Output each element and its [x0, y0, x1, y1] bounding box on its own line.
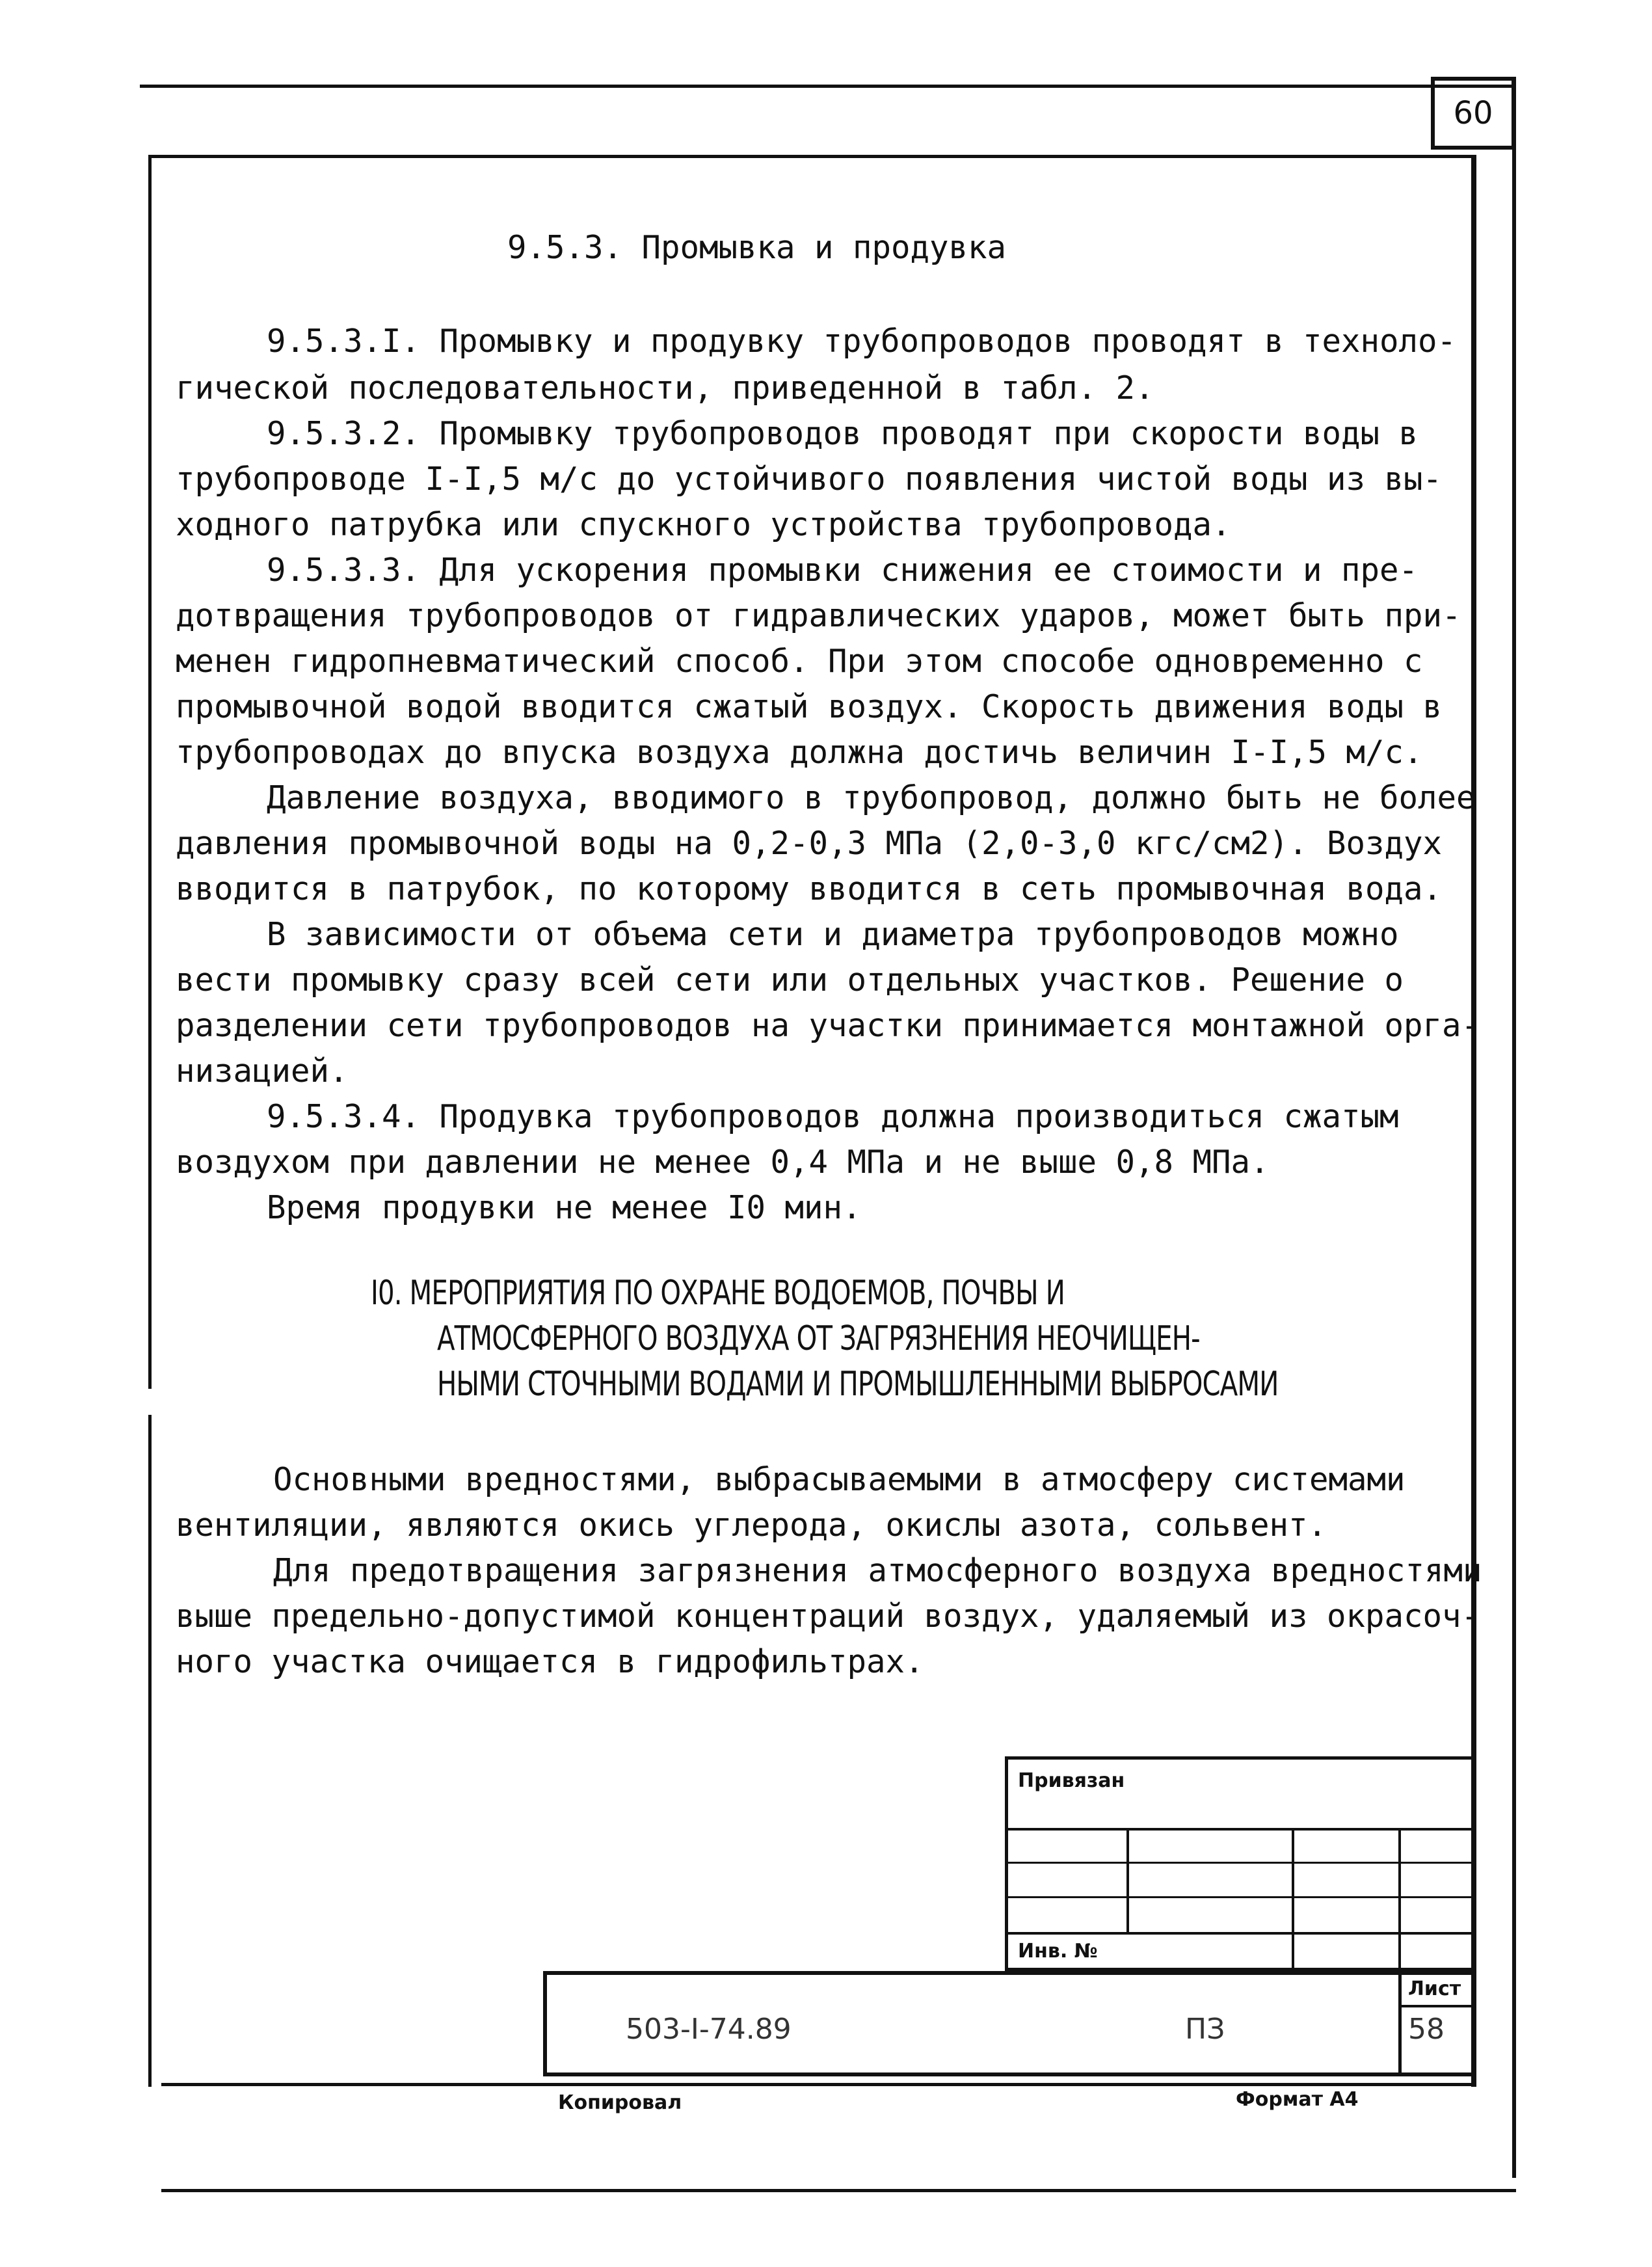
sheet-label: Лист	[1408, 1978, 1461, 2000]
sheet-number: 58	[1408, 2013, 1445, 2046]
bottom-rule	[161, 2189, 1516, 2192]
body-line: трубопроводе I-I,5 м/с до устойчивого появления чистой воды из вы-	[176, 461, 1443, 498]
section-title: 9.5.3. Промывка и продувка	[507, 229, 1007, 266]
body-line: разделении сети трубопроводов на участки принимается монтажной орга-	[176, 1007, 1481, 1044]
body-line: давления промывочной воды на 0,2-0,3 МПа (2,0-3,0 кгс/см2). Воздух	[176, 825, 1443, 862]
frame-gap	[147, 1389, 153, 1415]
body-line: вести промывку сразу всей сети или отдельных участков. Решение о	[176, 961, 1404, 999]
privyazan-label: Привязан	[1018, 1769, 1125, 1792]
body-line: 9.5.3.4. Продувка трубопроводов должна производиться сжатым	[267, 1098, 1399, 1135]
body-line: ходного патрубка или спускного устройства трубопровода.	[176, 506, 1231, 543]
footer-rule	[161, 2083, 1476, 2086]
body-line: В зависимости от объема сети и диаметра трубопроводов можно	[267, 916, 1399, 953]
body2-line: выше предельно-допустимой концентраций воздух, удаляемый из окрасоч-	[176, 1598, 1481, 1635]
stamp-vline	[1126, 1829, 1129, 1933]
body2-line: вентиляции, являются окись углерода, окислы азота, сольвент.	[176, 1507, 1327, 1544]
body-line: гической последовательности, приведенной в табл. 2.	[176, 369, 1154, 407]
body-line: 9.5.3.I. Промывку и продувку трубопроводов проводят в техноло-	[267, 323, 1457, 360]
body-line: 9.5.3.2. Промывку трубопроводов проводят при скорости воды в	[267, 415, 1419, 452]
section10-heading-line: НЫМИ СТОЧНЫМИ ВОДАМИ И ПРОМЫШЛЕННЫМИ ВЫБРОСАМИ	[437, 1365, 1279, 1404]
doc-code: 503-I-74.89	[626, 2013, 792, 2046]
stamp-hline	[1005, 1862, 1476, 1864]
stamp-vline	[1398, 1829, 1401, 1971]
body-line: менен гидропневматический способ. При этом способе одновременно с	[176, 643, 1423, 680]
stamp-hline	[1005, 1828, 1476, 1831]
body-line: Время продувки не менее I0 мин.	[267, 1189, 862, 1226]
body-line: воздухом при давлении не менее 0,4 МПа и не выше 0,8 МПа.	[176, 1144, 1270, 1181]
stamp-vline	[1292, 1829, 1294, 1971]
body-line: Давление воздуха, вводимого в трубопровод, должно быть не более	[267, 779, 1476, 816]
body-line: низацией.	[176, 1053, 349, 1090]
stamp-hline	[1005, 1896, 1476, 1898]
body-line: вводится в патрубок, по которому вводится в сеть промывочная вода.	[176, 870, 1443, 907]
page-number: 60	[1431, 77, 1515, 150]
doc-type: ПЗ	[1185, 2013, 1225, 2046]
title-block-divider	[1398, 1971, 1402, 2076]
section10-heading-line: АТМОСФЕРНОГО ВОЗДУХА ОТ ЗАГРЯЗНЕНИЯ НЕОЧИЩЕН-	[437, 1319, 1200, 1358]
top-rule	[140, 85, 1515, 88]
inv-no-label: Инв. №	[1018, 1940, 1098, 1963]
body-line: 9.5.3.3. Для ускорения промывки снижения ее стоимости и пре-	[267, 552, 1419, 589]
format-label: Формат А4	[1236, 2088, 1359, 2111]
right-outer-rule	[1512, 77, 1516, 2178]
copied-label: Копировал	[558, 2091, 682, 2114]
body-line: трубопроводах до впуска воздуха должна достичь величин I-I,5 м/с.	[176, 734, 1423, 771]
body2-line: Для предотвращения загрязнения атмосферного воздуха вредностями	[273, 1552, 1482, 1589]
section10-heading-line: I0. МЕРОПРИЯТИЯ ПО ОХРАНЕ ВОДОЕМОВ, ПОЧВЫ И	[371, 1274, 1065, 1313]
body-line: дотвращения трубопроводов от гидравлических ударов, может быть при-	[176, 597, 1461, 634]
body2-line: ного участка очищается в гидрофильтрах.	[176, 1643, 924, 1680]
title-block-divider	[1398, 2005, 1476, 2007]
stamp-hline	[1005, 1932, 1476, 1935]
body2-line: Основными вредностями, выбрасываемыми в атмосферу системами	[273, 1461, 1406, 1498]
body-line: промывочной водой вводится сжатый воздух. Скорость движения воды в	[176, 688, 1443, 725]
